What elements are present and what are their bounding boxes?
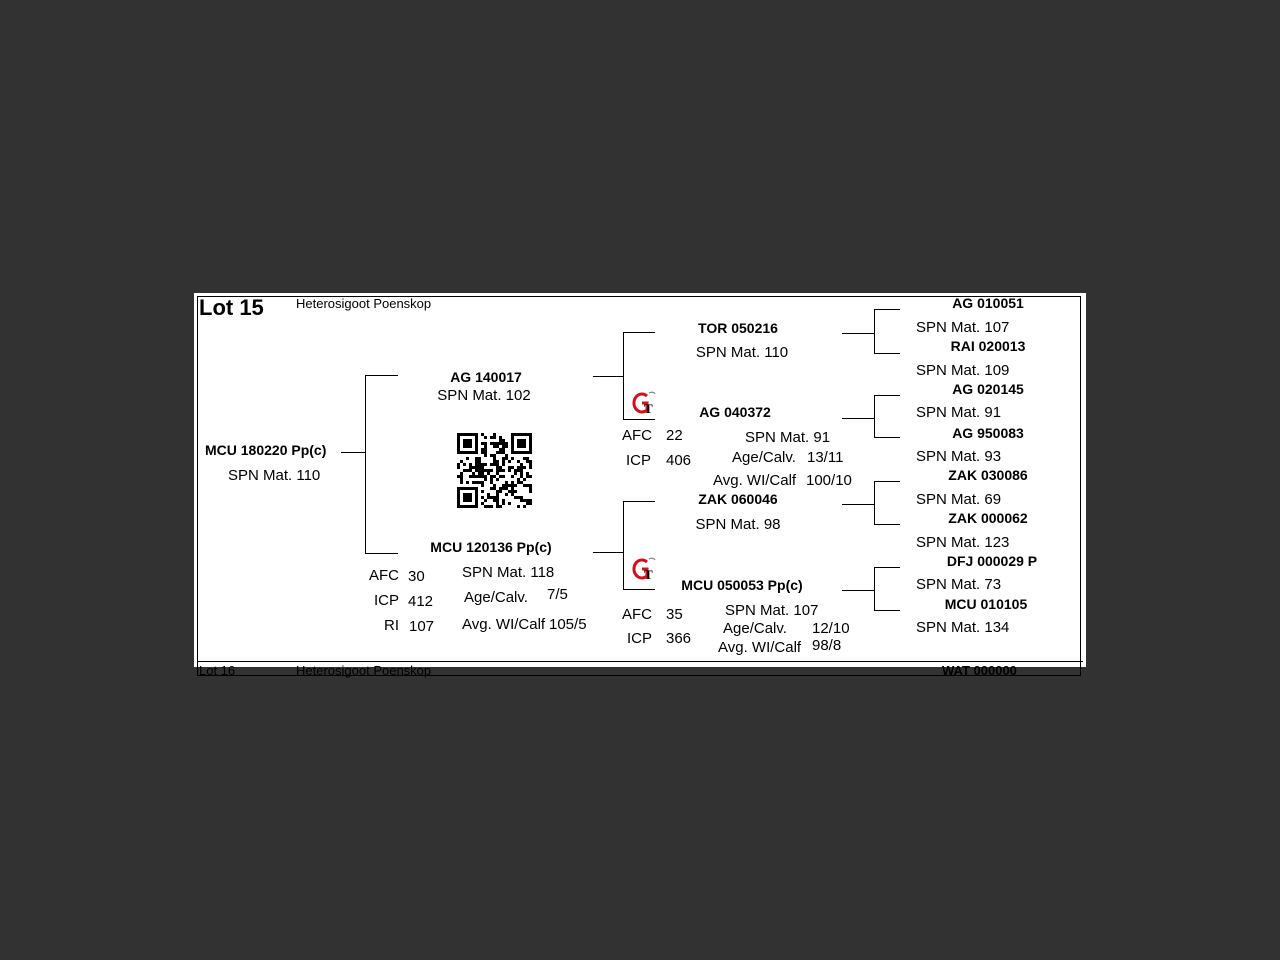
ds-name: ZAK 060046 xyxy=(698,491,778,507)
dd-icp-label: ICP xyxy=(627,630,653,647)
connector-line xyxy=(874,567,900,568)
lot-label: Lot 15 xyxy=(199,295,264,320)
dam-wi: 105/5 xyxy=(549,616,587,633)
connector-line xyxy=(874,524,900,525)
connector-line xyxy=(874,395,875,437)
ggp-3-name: AG 020145 xyxy=(952,381,1024,397)
sd-name: AG 040372 xyxy=(699,404,771,420)
dam-wi-label: Avg. WI/Calf xyxy=(462,616,546,633)
animal-spn: SPN Mat. 110 xyxy=(228,467,321,484)
next-lot-subtitle: Heterosigoot Poenskop xyxy=(296,663,432,678)
dam-age: 7/5 xyxy=(547,586,568,603)
ggp-2-spn: SPN Mat. 109 xyxy=(916,362,1010,379)
dd-name: MCU 050053 Pp(c) xyxy=(681,577,803,593)
connector-line xyxy=(874,353,900,354)
dam-ri-label: RI xyxy=(384,617,399,634)
connector-line xyxy=(623,589,655,590)
connector-line xyxy=(874,437,900,438)
ggp-5-spn: SPN Mat. 69 xyxy=(916,491,1002,508)
connector-line xyxy=(842,418,874,419)
pedigree-card xyxy=(194,293,1086,678)
gt-logo-icon xyxy=(631,555,657,583)
qr-code-icon xyxy=(457,433,532,508)
ggp-2-name: RAI 020013 xyxy=(950,338,1026,354)
sd-icp-label: ICP xyxy=(626,452,652,469)
dam-afc-label: AFC xyxy=(369,567,399,584)
connector-line xyxy=(365,375,398,376)
dam-spn: SPN Mat. 118 xyxy=(462,564,555,581)
connector-line xyxy=(874,567,875,610)
dd-wi-label: Avg. WI/Calf xyxy=(718,639,802,656)
dd-spn: SPN Mat. 107 xyxy=(725,602,819,619)
dd-icp: 366 xyxy=(666,630,692,647)
dd-age: 12/10 xyxy=(812,620,850,637)
ggp-5-name: ZAK 030086 xyxy=(948,467,1028,483)
connector-line xyxy=(623,501,655,502)
gt-logo-icon xyxy=(631,389,657,417)
dd-age-label: Age/Calv. xyxy=(723,620,787,637)
sire-spn: SPN Mat. 102 xyxy=(437,387,531,404)
connector-line xyxy=(593,552,623,553)
connector-line xyxy=(874,481,875,524)
svg-text:T: T xyxy=(644,401,653,416)
ggp-4-spn: SPN Mat. 93 xyxy=(916,448,1002,465)
connector-line xyxy=(365,553,398,554)
ds-spn: SPN Mat. 98 xyxy=(695,516,781,533)
sd-spn: SPN Mat. 91 xyxy=(745,429,831,446)
dd-afc: 35 xyxy=(666,606,683,623)
ss-name: TOR 050216 xyxy=(698,320,778,336)
sd-wi-label: Avg. WI/Calf xyxy=(713,472,797,489)
connector-line xyxy=(593,376,623,377)
connector-line xyxy=(874,395,900,396)
connector-line xyxy=(623,332,624,419)
svg-text:T: T xyxy=(644,567,653,582)
dam-icp: 412 xyxy=(408,593,434,610)
connector-line xyxy=(842,333,874,334)
ggp-8-spn: SPN Mat. 134 xyxy=(916,619,1010,636)
ggp-1-name: AG 010051 xyxy=(952,295,1024,311)
animal-name: MCU 180220 Pp(c) xyxy=(205,442,327,458)
ggp-1-spn: SPN Mat. 107 xyxy=(916,319,1010,336)
sd-afc-label: AFC xyxy=(622,427,652,444)
ss-spn: SPN Mat. 110 xyxy=(695,344,789,361)
ggp-8-name: MCU 010105 xyxy=(944,596,1028,612)
connector-line xyxy=(341,452,365,453)
connector-line xyxy=(842,590,874,591)
connector-line xyxy=(623,501,624,589)
ggp-3-spn: SPN Mat. 91 xyxy=(916,404,1002,421)
connector-line xyxy=(623,332,655,333)
ggp-7-name: DFJ 000029 P xyxy=(946,553,1038,569)
dd-wi: 98/8 xyxy=(812,637,842,654)
sd-icp: 406 xyxy=(666,452,692,469)
ggp-7-spn: SPN Mat. 73 xyxy=(916,576,1002,593)
sd-afc: 22 xyxy=(666,427,683,444)
connector-line xyxy=(874,481,900,482)
connector-line xyxy=(874,309,900,310)
connector-line xyxy=(874,610,900,611)
ggp-6-name: ZAK 000062 xyxy=(948,510,1028,526)
sd-wi: 100/10 xyxy=(806,472,852,489)
dd-afc-label: AFC xyxy=(622,606,652,623)
connector-line xyxy=(842,504,874,505)
sire-name: AG 140017 xyxy=(450,369,522,385)
dam-name: MCU 120136 Pp(c) xyxy=(430,539,552,555)
ggp-4-name: AG 950083 xyxy=(952,425,1024,441)
dam-age-label: Age/Calv. xyxy=(464,589,528,606)
next-lot-label: Lot 16 xyxy=(199,663,236,678)
connector-line xyxy=(874,309,875,353)
sd-age: 13/11 xyxy=(807,449,844,466)
sd-age-label: Age/Calv. xyxy=(732,449,796,466)
connector-line xyxy=(623,419,655,420)
connector-line xyxy=(365,375,366,553)
dam-ri: 107 xyxy=(409,618,435,635)
next-lot-first-ggp: WAT 000000 xyxy=(942,663,1017,678)
lot-subtitle: Heterosigoot Poenskop xyxy=(296,296,432,311)
dam-afc: 30 xyxy=(408,568,425,585)
ggp-6-spn: SPN Mat. 123 xyxy=(916,534,1010,551)
dam-icp-label: ICP xyxy=(374,592,400,609)
